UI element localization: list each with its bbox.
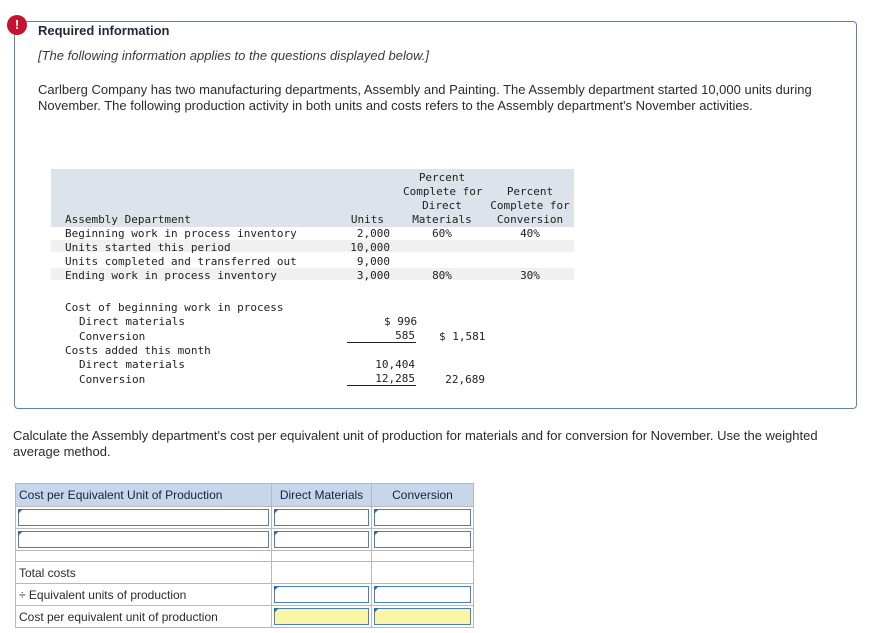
dept-header: Assembly Department <box>65 213 191 226</box>
dm-header-line4: Materials <box>412 213 472 226</box>
total-costs-row <box>16 562 474 584</box>
total-costs-conv-cell <box>372 562 474 584</box>
units-row-units: 10,000 <box>350 241 390 254</box>
conv-header-line1: Percent <box>506 185 554 198</box>
row2-dm-input[interactable] <box>272 529 372 551</box>
units-row-conv: 40% <box>520 227 540 240</box>
beg-conv-value: 585 <box>395 329 415 342</box>
cost-per-unit-dm-input[interactable] <box>272 606 372 628</box>
added-subtotal-underline <box>347 385 416 386</box>
problem-intro-text: Carlberg Company has two manufacturing departments, Assembly and Painting. The Assembly department started 10,000 units during November. The following production activity in both units and costs refers to the Assembly department's November activities. <box>38 82 812 113</box>
units-row-dm: 60% <box>432 227 452 240</box>
added-conv-label: Conversion <box>79 373 146 386</box>
spacer-cell <box>372 551 474 562</box>
answer-input-row-2 <box>16 529 474 551</box>
beg-total-value: $ 1,581 <box>439 330 486 343</box>
units-row-dm: 80% <box>432 269 452 282</box>
answer-table <box>15 483 474 628</box>
required-info-title: Required information <box>38 23 170 38</box>
required-info-subtitle: [The following information applies to the questions displayed below.] <box>38 48 429 63</box>
row2-conv-input[interactable] <box>372 529 474 551</box>
equiv-units-dm-input[interactable] <box>272 584 372 606</box>
units-row-label: Units started this period <box>65 241 231 254</box>
answer-header-row <box>16 484 474 507</box>
answer-header-direct-materials: Direct Materials <box>272 484 372 507</box>
costs-added-label: Costs added this month <box>65 344 211 357</box>
units-row-units: 9,000 <box>356 255 390 268</box>
added-conv-value: 12,285 <box>375 372 415 385</box>
beg-dm-label: Direct materials <box>79 315 185 328</box>
units-header: Units <box>350 213 384 226</box>
row1-label-input[interactable] <box>16 507 272 529</box>
added-dm-value: 10,404 <box>375 358 415 371</box>
cost-per-unit-conv-input[interactable] <box>372 606 474 628</box>
dm-header-line1: Percent <box>418 171 466 184</box>
added-dm-label: Direct materials <box>79 358 185 371</box>
question-text: Calculate the Assembly department's cost per equivalent unit of production for materials and for conversion for November. Use the weighted average method. <box>13 428 818 459</box>
spacer-cell <box>272 551 372 562</box>
row1-dm-input[interactable] <box>272 507 372 529</box>
beg-dm-value: $ 996 <box>384 315 418 328</box>
dm-header-line3: Direct <box>422 199 462 212</box>
units-row-label: Units completed and transferred out <box>65 255 297 268</box>
total-costs-dm-cell <box>272 562 372 584</box>
cost-per-unit-label: Cost per equivalent unit of production <box>16 606 272 628</box>
cost-per-unit-row <box>16 606 474 628</box>
beg-subtotal-underline <box>347 342 416 343</box>
added-total-value: 22,689 <box>445 373 485 386</box>
units-row-conv: 30% <box>520 269 540 282</box>
equiv-units-conv-input[interactable] <box>372 584 474 606</box>
answer-header-cost-per-eu: Cost per Equivalent Unit of Production <box>16 484 272 507</box>
row1-conv-input[interactable] <box>372 507 474 529</box>
answer-header-conversion: Conversion <box>372 484 474 507</box>
dm-header-line2: Complete for <box>403 185 483 198</box>
units-row-units: 3,000 <box>356 269 390 282</box>
row2-label-input[interactable] <box>16 529 272 551</box>
beg-wip-cost-label: Cost of beginning work in process <box>65 301 284 314</box>
spacer-cell <box>16 551 272 562</box>
beg-conv-label: Conversion <box>79 330 146 343</box>
conv-header-line3: Conversion <box>496 213 564 226</box>
answer-spacer-row <box>16 551 474 562</box>
conv-header-line2: Complete for <box>490 199 570 212</box>
units-row-units: 2,000 <box>356 227 390 240</box>
total-costs-label: Total costs <box>16 562 272 584</box>
equiv-units-row <box>16 584 474 606</box>
units-row-label: Beginning work in process inventory <box>65 227 297 240</box>
equiv-units-label: ÷ Equivalent units of production <box>16 584 272 606</box>
alert-icon: ! <box>7 15 27 35</box>
answer-input-row-1 <box>16 507 474 529</box>
units-row-label: Ending work in process inventory <box>65 269 277 282</box>
